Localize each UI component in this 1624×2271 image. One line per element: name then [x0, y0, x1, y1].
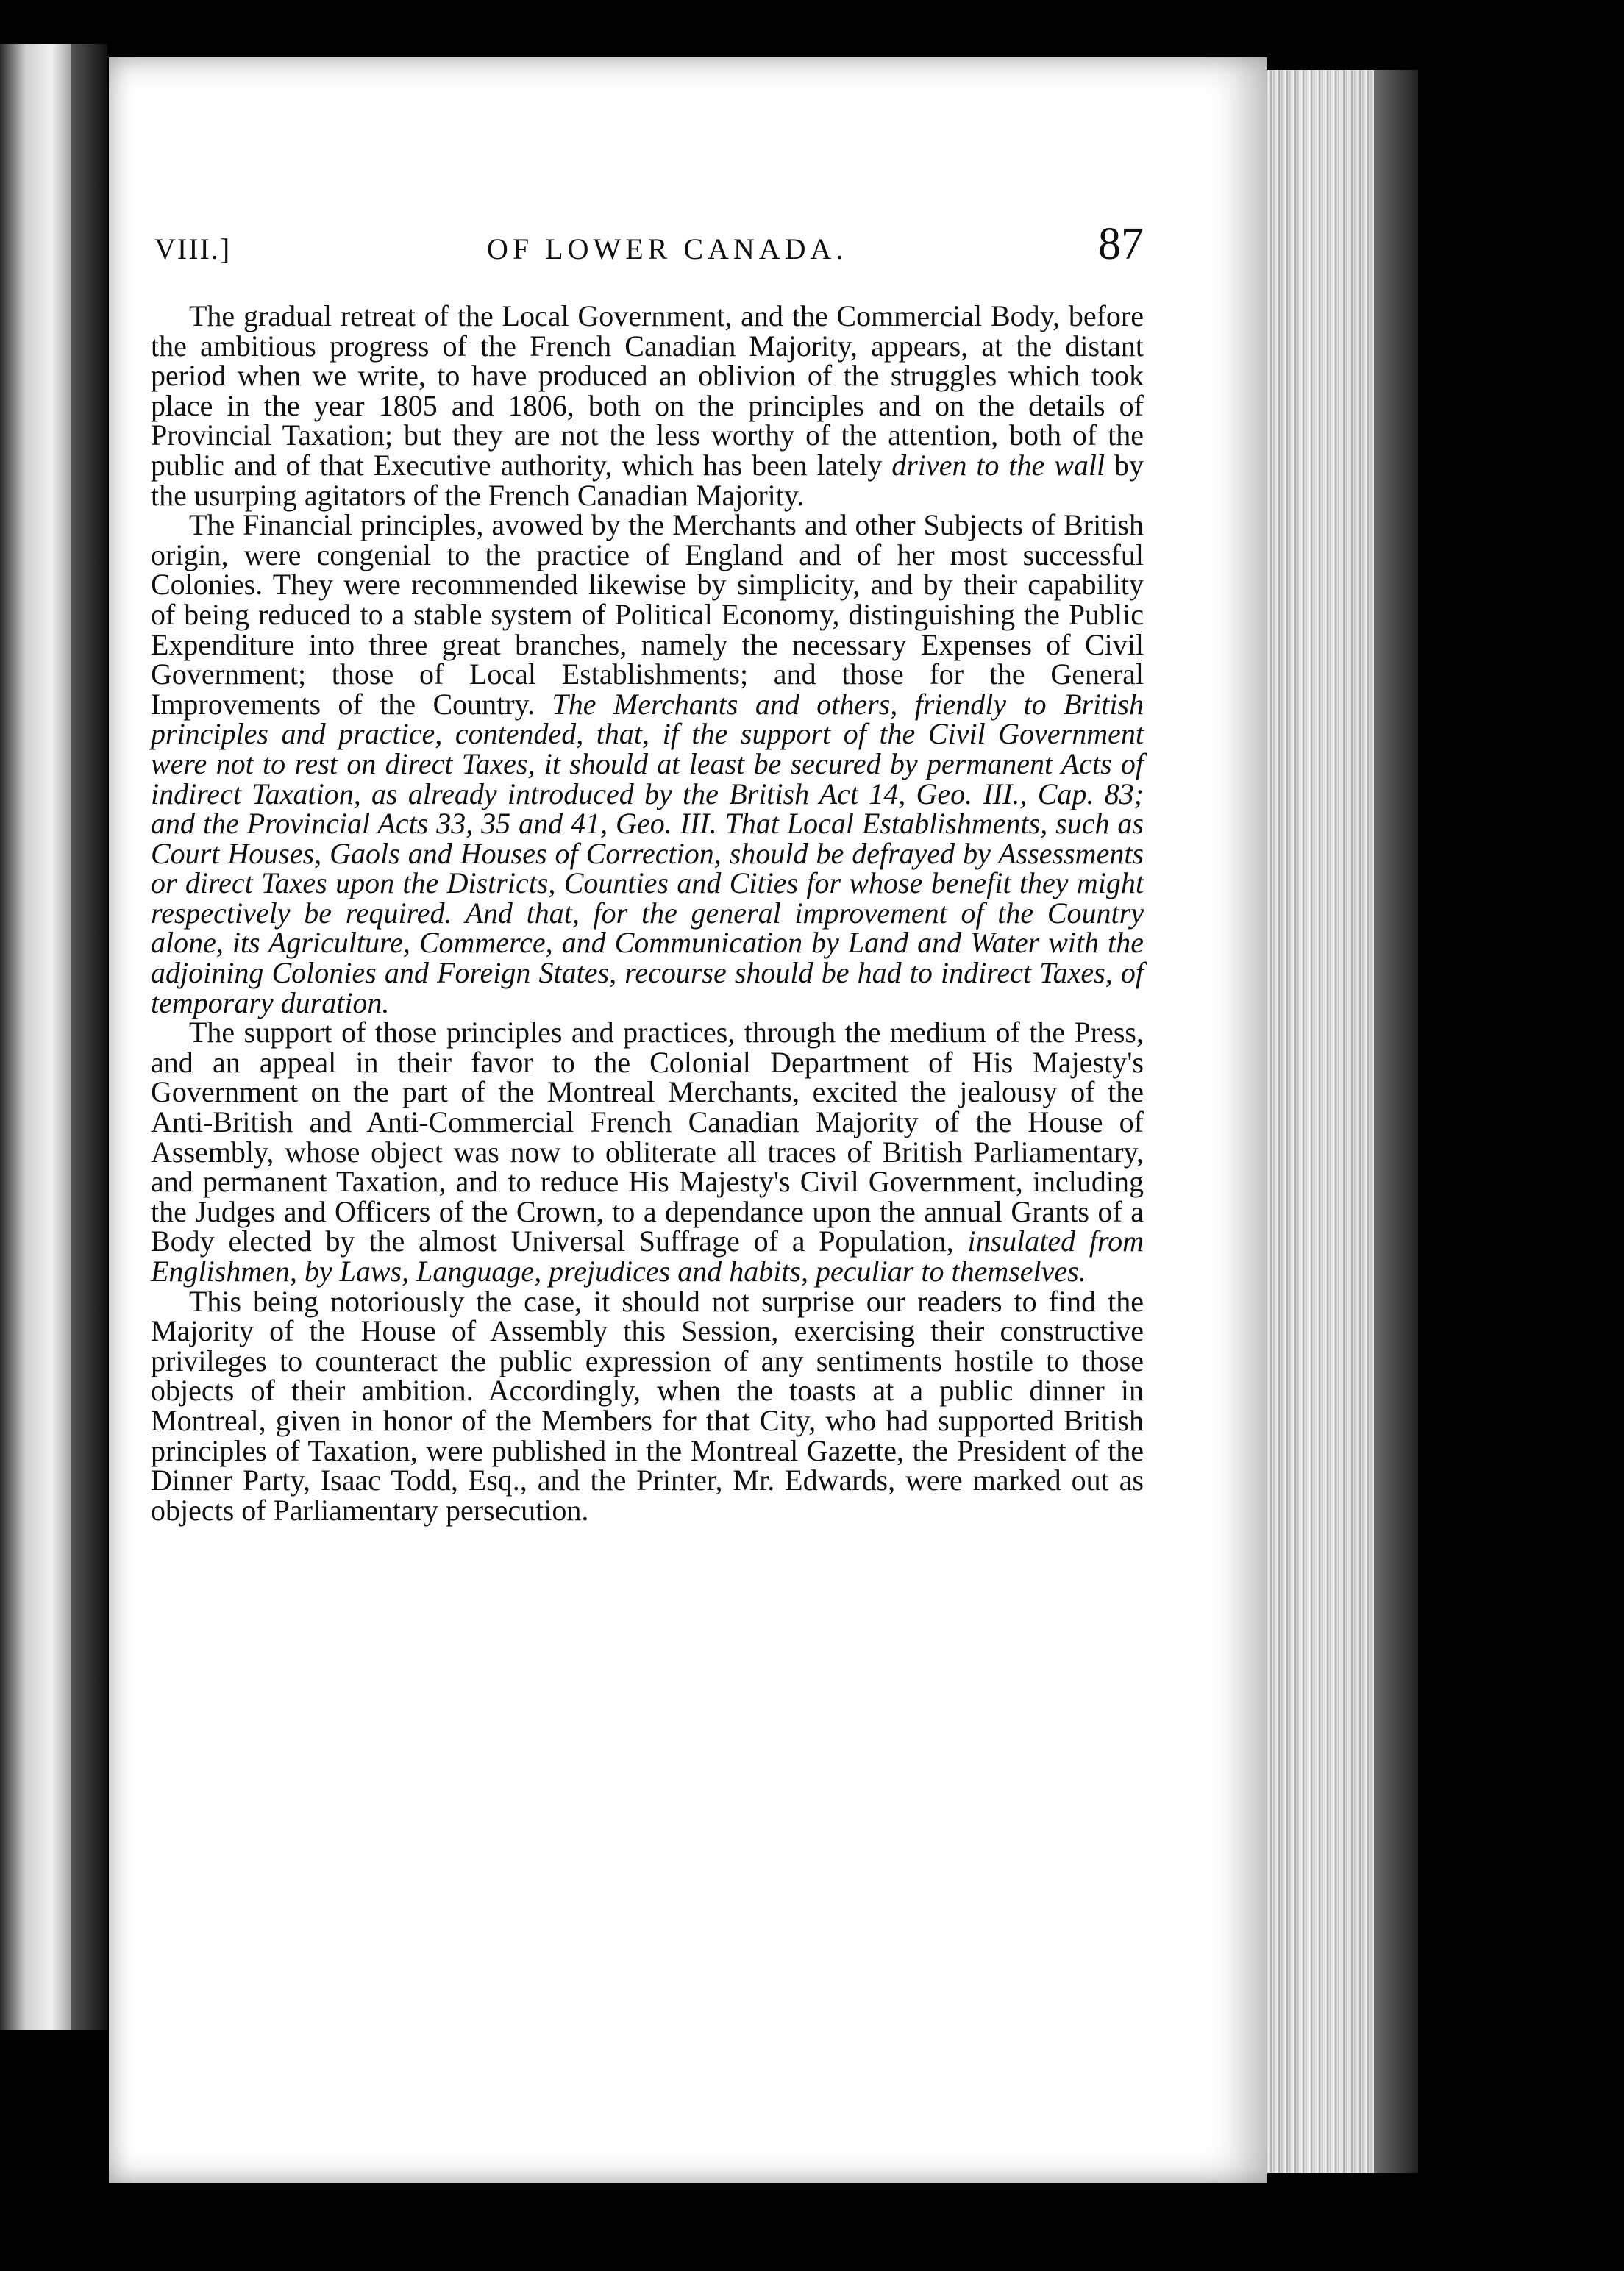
paragraph-text: The gradual retreat of the Local Government, and the Commercial Body, before the ambitious progress of the French Canadian Majority, appears, at the distant period when we write, to have produced an oblivion of the struggles which took place in the year 1805 and 1806, both on the principles and on the details of Provincial Taxation; but they are not the less worthy of the attention, both of the public and of that Executive authority, which has been lately	[151, 299, 1144, 482]
paragraph-text: by the usurping agitators of the French Canadian Majority.	[151, 448, 1144, 512]
page-block-shadow	[1374, 70, 1418, 2173]
running-header	[154, 219, 1144, 283]
paragraph	[151, 299, 1144, 512]
page-block-edges	[1267, 70, 1374, 2173]
running-title: OF LOWER CANADA.	[487, 232, 848, 265]
paragraph-text: The Financial principles, avowed by the Merchants and other Subjects of British origin, were congenial to the practice of England and of her most successful Colonies. They were recommended likewise by simplicity, and by their capability of being reduced to a stable system of Political Economy, distinguishing the Public Expenditure into three great branches, namely the necessary Expenses of Civil Government; those of Local Establishments; and those for the General Improvements of the Country.	[151, 508, 1144, 721]
page-number: 87	[1098, 219, 1144, 269]
paragraph	[151, 1284, 1144, 1527]
paragraph-text: This being notoriously the case, it should not surprise our readers to find the Majority of the House of Assembly this Session, exercising their constructive privileges to counteract the public expression of any sentiments hostile to those objects of their ambition. Accordingly, when the toasts at a public dinner in Montreal, given in honor of the Members for that City, who had supported British principles of Taxation, were published in the Montreal Gazette, the President of the Dinner Party, Isaac Todd, Esq., and the Printer, Mr. Edwards, were marked out as objects of Parliamentary persecution.	[151, 1284, 1144, 1527]
paragraph	[151, 510, 1144, 1018]
body-text	[151, 299, 1144, 1527]
paragraph-italic: insulated from Englishmen, by Laws, Language, prejudices and habits, peculiar to themselves.	[151, 1224, 1144, 1288]
paragraph	[151, 1018, 1144, 1286]
chapter-marker: VIII.]	[154, 232, 232, 265]
paragraph-italic: The Merchants and others, friendly to British principles and practice, contended, that, if the support of the Civil Government were not to rest on direct Taxes, it should at least be secured by permanent Acts of indirect Taxation, as already introduced by the British Act 14, Geo. III., Cap. 83; and the Provincial Acts 33, 35 and 41, Geo. III. That Local Establishments, such as Court Houses, Gaols and Houses of Correction, should be defrayed by Assessments or direct Taxes upon the Districts, Counties and Cities for whose benefit they might respectively be required. And that, for the general improvement of the Country alone, its Agriculture, Commerce, and Communication by Land and Water with the adjoining Colonies and Foreign States, recourse should be had to indirect Taxes, of temporary duration.	[151, 687, 1144, 1019]
left-page-edge	[0, 44, 74, 2030]
book-gutter	[71, 44, 107, 2030]
paragraph-italic: driven to the wall	[891, 448, 1105, 482]
paragraph-text: The support of those principles and practices, through the medium of the Press, and an appeal in their favor to the Colonial Department of His Majesty's Government on the part of the Montreal Merchants, excited the jealousy of the Anti-British and Anti-Commercial French Canadian Majority of the House of Assembly, whose object was now to obliterate all traces of British Parliamentary, and permanent Taxation, and to reduce His Majesty's Civil Government, including the Judges and Officers of the Crown, to a dependance upon the annual Grants of a Body elected by the almost Universal Suffrage of a Population,	[151, 1016, 1144, 1258]
